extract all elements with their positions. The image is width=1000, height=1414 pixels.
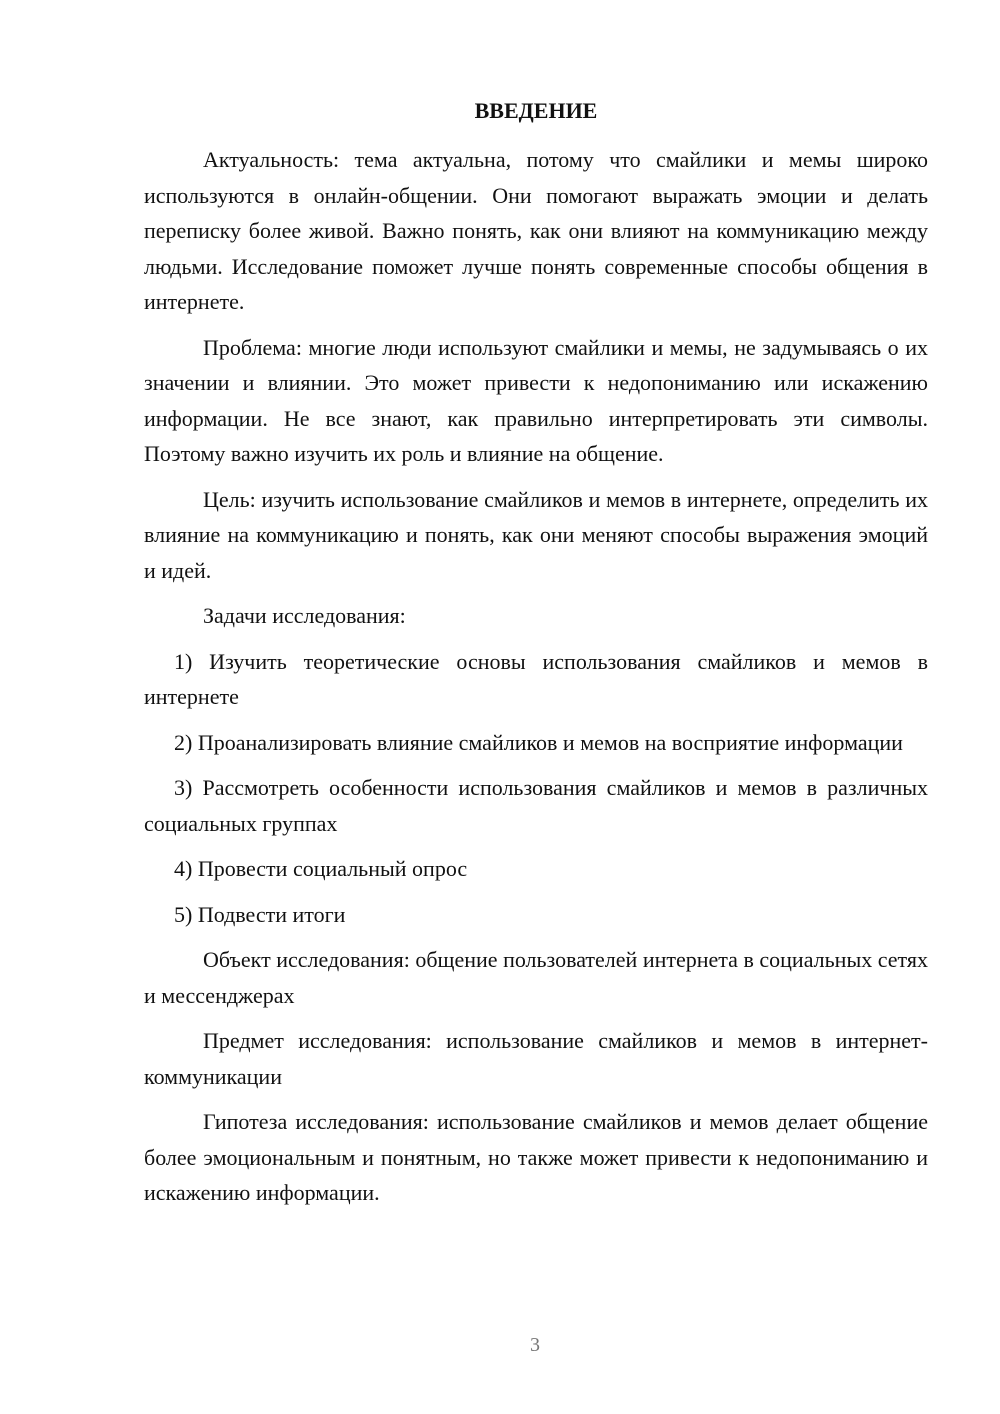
page-content (144, 96, 928, 1221)
task-item-4: 4) Провести социальный опрос (174, 856, 468, 881)
task-item-5: 5) Подвести итоги (174, 901, 346, 927)
page-number: 3 (530, 1334, 540, 1356)
object-paragraph: Объект исследования: общение пользователей интернета в социальных сетях и мессенджерах (144, 947, 928, 1008)
problem-paragraph: Проблема: многие люди используют смайлики и мемы, не задумываясь о их значении и влиянии. Это может привести к недопониманию или искажению информации. Не все знают, как правильно интерпретировать эти символы. Поэтому важно изучить их роль и влияние на общение. (144, 334, 928, 466)
subject-paragraph: Предмет исследования: использование смайликов и мемов в интернет-коммуникации (144, 1028, 928, 1089)
task-item-1: 1) Изучить теоретические основы использования смайликов и мемов в интернете (144, 648, 928, 709)
hypothesis-paragraph: Гипотеза исследования: использование смайликов и мемов делает общение более эмоциональным и понятным, но также может привести к недопониманию и искажению информации. (144, 1109, 928, 1205)
tasks-heading: Задачи исследования: (203, 603, 406, 628)
goal-paragraph: Цель: изучить использование смайликов и мемов в интернете, определить их влияние на коммуникацию и понять, как они меняют способы выражения эмоций и идей. (144, 486, 928, 583)
page-title: ВВЕДЕНИЕ (474, 98, 598, 123)
task-item-3: 3) Рассмотреть особенности использования смайликов и мемов в различных социальных группах (144, 775, 928, 836)
task-item-2: 2) Проанализировать влияние смайликов и мемов на восприятие информации (174, 729, 903, 755)
relevance-paragraph: Актуальность: тема актуальна, потому что смайлики и мемы широко используются в онлайн-общении. Они помогают выражать эмоции и делать переписку более живой. Важно понять, как они влияют на коммуникацию между людьми. Исследование поможет лучше понять современные способы общения в интернете. (144, 147, 928, 314)
